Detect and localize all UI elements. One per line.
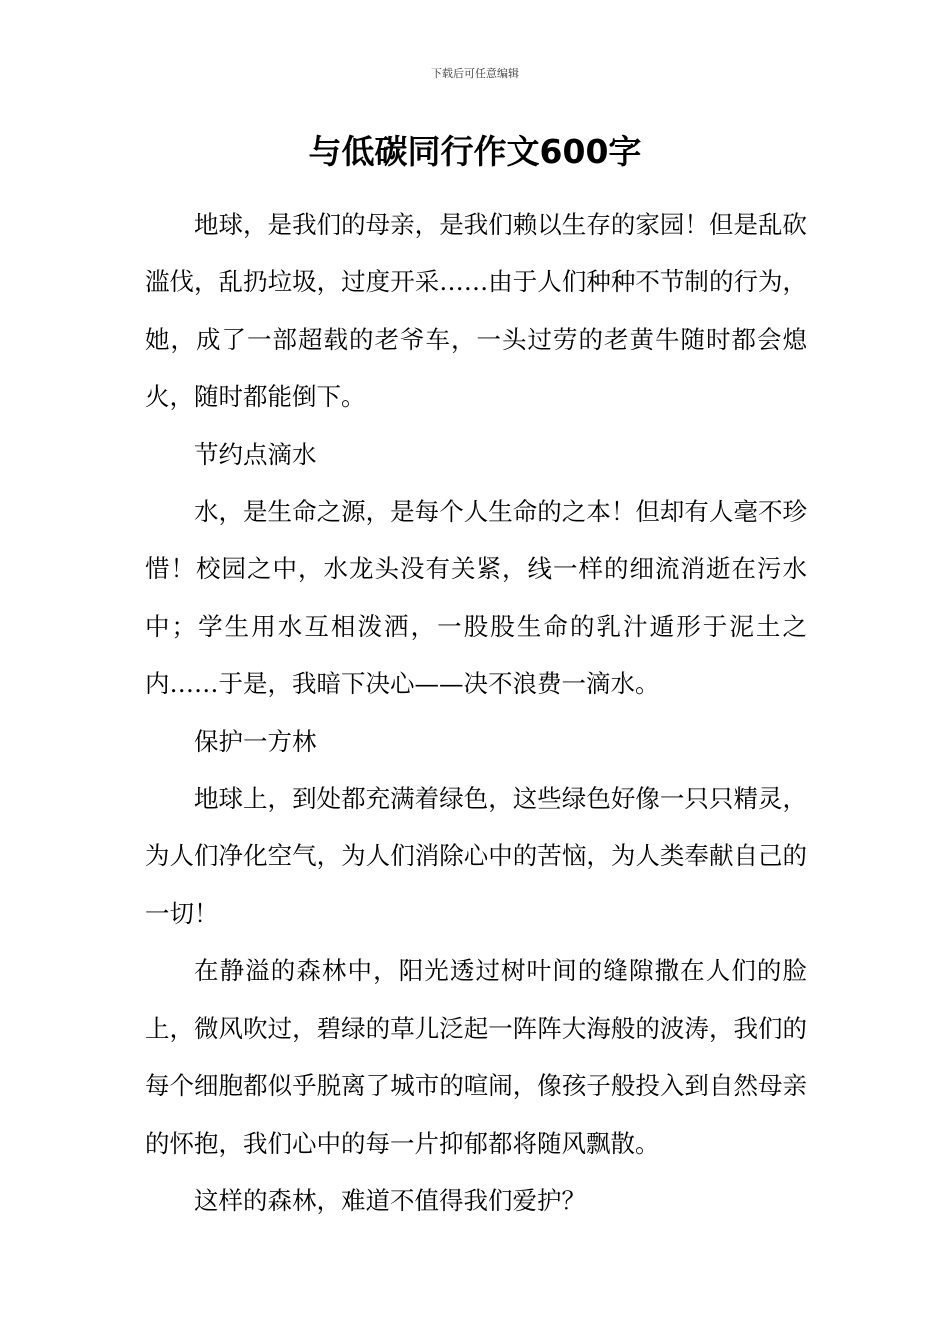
paragraph-green: 地球上，到处都充满着绿色，这些绿色好像一只只精灵，为人们净化空气，为人们消除心中的苦恼，为人类奉献自己的一切！ bbox=[145, 784, 807, 928]
document-title: 与低碳同行作文600字 bbox=[308, 132, 642, 171]
paragraph-question: 这样的森林，难道不值得我们爱护？ bbox=[194, 1185, 586, 1215]
paragraph-forest: 在静溢的森林中，阳光透过树叶间的缝隙撒在人们的脸上，微风吹过，碧绿的草儿泛起一阵阵大海般的波涛，我们的每个细胞都似乎脱离了城市的喧闹，像孩子般投入到自然母亲的怀抱，我们心中的每一片抑郁都将随风飘散。 bbox=[145, 956, 807, 1158]
paragraph-water: 水，是生命之源，是每个人生命的之本！但却有人毫不珍惜！校园之中，水龙头没有关紧，线一样的细流消逝在污水中；学生用水互相泼洒，一股股生命的乳汁遁形于泥土之内……于是，我暗下决心——决不浪费一滴水。 bbox=[145, 497, 807, 699]
header-note: 下载后可任意编辑 bbox=[431, 67, 519, 80]
section-heading-forest: 保护一方林 bbox=[194, 726, 317, 756]
section-heading-water: 节约点滴水 bbox=[194, 439, 317, 469]
paragraph-intro: 地球，是我们的母亲，是我们赖以生存的家园！但是乱砍滥伐，乱扔垃圾，过度开采……由于人们种种不节制的行为，她，成了一部超载的老爷车，一头过劳的老黄牛随时都会熄火，随时都能倒下。 bbox=[145, 210, 807, 412]
document-body bbox=[145, 196, 807, 1229]
